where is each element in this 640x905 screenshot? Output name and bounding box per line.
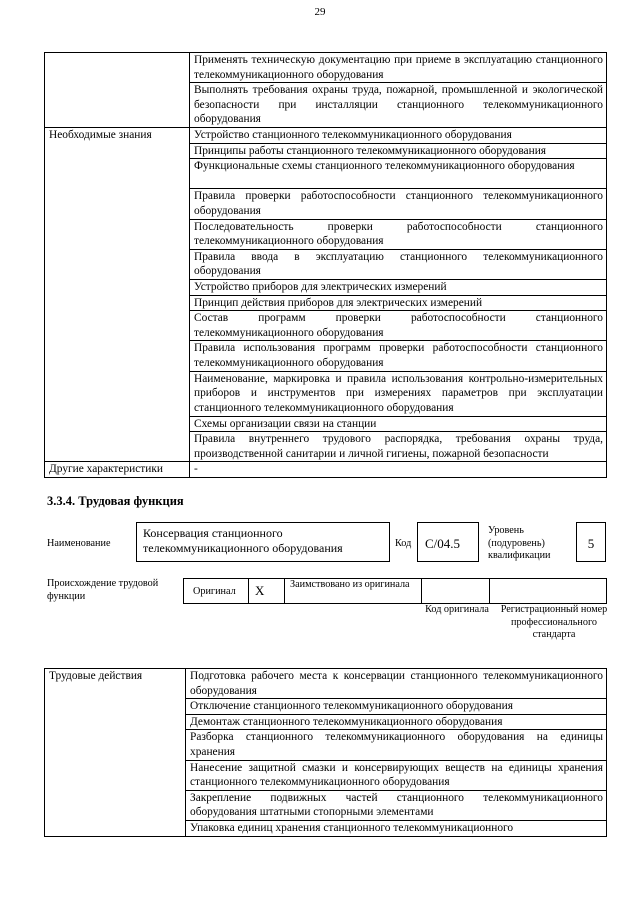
row-text: Наименование, маркировка и правила использования контрольно-измерительных приборов и инструментов при измерениях параметров при эксплуатации станционного телекоммуникационного оборудования	[190, 371, 607, 416]
original-mark: X	[255, 583, 265, 598]
row-text: Выполнять требования охраны труда, пожарной, промышленной и экологической безопасности при инсталляции станционного телекоммуникационного оборудования	[190, 83, 607, 128]
code-label: Код	[395, 538, 412, 549]
code-original-label: Код оригинала	[425, 604, 489, 615]
row-text: Правила проверки работоспособности станционного телекоммуникационного оборудования	[190, 189, 607, 219]
row-text: Разборка станционного телекоммуникационного оборудования на единицы хранения	[186, 730, 607, 760]
row-text: Правила ввода в эксплуатацию станционного телекоммуникационного оборудования	[190, 249, 607, 279]
level-label: Уровень (подуровень) квалификации	[488, 525, 551, 561]
row-text: Схемы организации связи на станции	[190, 416, 607, 432]
row-label: Другие характеристики	[45, 462, 190, 478]
row-text: Подготовка рабочего места к консервации станционного телекоммуникационного оборудования	[186, 669, 607, 699]
row-text: Демонтаж станционного телекоммуникационного оборудования	[186, 714, 607, 730]
row-text: -	[190, 462, 607, 478]
name-value: Консервация станционного телекоммуникационного оборудования	[136, 522, 390, 562]
row-text: Нанесение защитной смазки и консервирующих веществ на единицы хранения станционного телекоммуникационного оборудования	[186, 760, 607, 790]
labor-actions-table	[44, 668, 607, 837]
row-text: Принцип действия приборов для электрических измерений	[190, 295, 607, 311]
row-text: Устройство приборов для электрических измерений	[190, 279, 607, 295]
table-row	[45, 53, 607, 83]
registration-number-label: Регистрационный номер профессионального стандарта	[500, 604, 608, 640]
row-text: Последовательность проверки работоспособности станционного телекоммуникационного оборудования	[190, 219, 607, 249]
table-row	[45, 462, 607, 478]
row-text: Состав программ проверки работоспособности станционного телекоммуникационного оборудования	[190, 311, 607, 341]
row-text: Функциональные схемы станционного телекоммуникационного оборудования	[190, 159, 607, 189]
row-text: Правила использования программ проверки работоспособности станционного телекоммуникационного оборудования	[190, 341, 607, 371]
row-label: Необходимые знания	[45, 128, 190, 462]
row-text: Упаковка единиц хранения станционного телекоммуникационного	[186, 820, 607, 836]
original-label: Оригинал	[193, 586, 236, 597]
row-label: Трудовые действия	[45, 669, 186, 837]
table-row	[45, 669, 607, 699]
level-value: 5	[576, 522, 606, 562]
knowledge-table	[44, 52, 607, 478]
row-text: Принципы работы станционного телекоммуникационного оборудования	[190, 143, 607, 159]
name-label: Наименование	[47, 538, 111, 549]
row-text: Применять техническую документацию при приеме в эксплуатацию станционного телекоммуникационного оборудования	[190, 53, 607, 83]
table-row	[45, 128, 607, 144]
page-number: 29	[314, 6, 326, 18]
row-text: Отключение станционного телекоммуникационного оборудования	[186, 699, 607, 715]
row-label	[45, 53, 190, 128]
row-text: Устройство станционного телекоммуникационного оборудования	[190, 128, 607, 144]
row-text: Правила внутреннего трудового распорядка, требования охраны труда, производственной санитарии и личной гигиены, пожарной безопасности	[190, 432, 607, 462]
origin-label: Происхождение трудовой функции	[47, 578, 159, 602]
code-value: С/04.5	[417, 522, 479, 562]
borrowed-label: Заимствовано из оригинала	[290, 579, 410, 590]
row-text: Закрепление подвижных частей станционного телекоммуникационного оборудования штатными стопорными элементами	[186, 790, 607, 820]
section-title: 3.3.4. Трудовая функция	[47, 494, 184, 508]
